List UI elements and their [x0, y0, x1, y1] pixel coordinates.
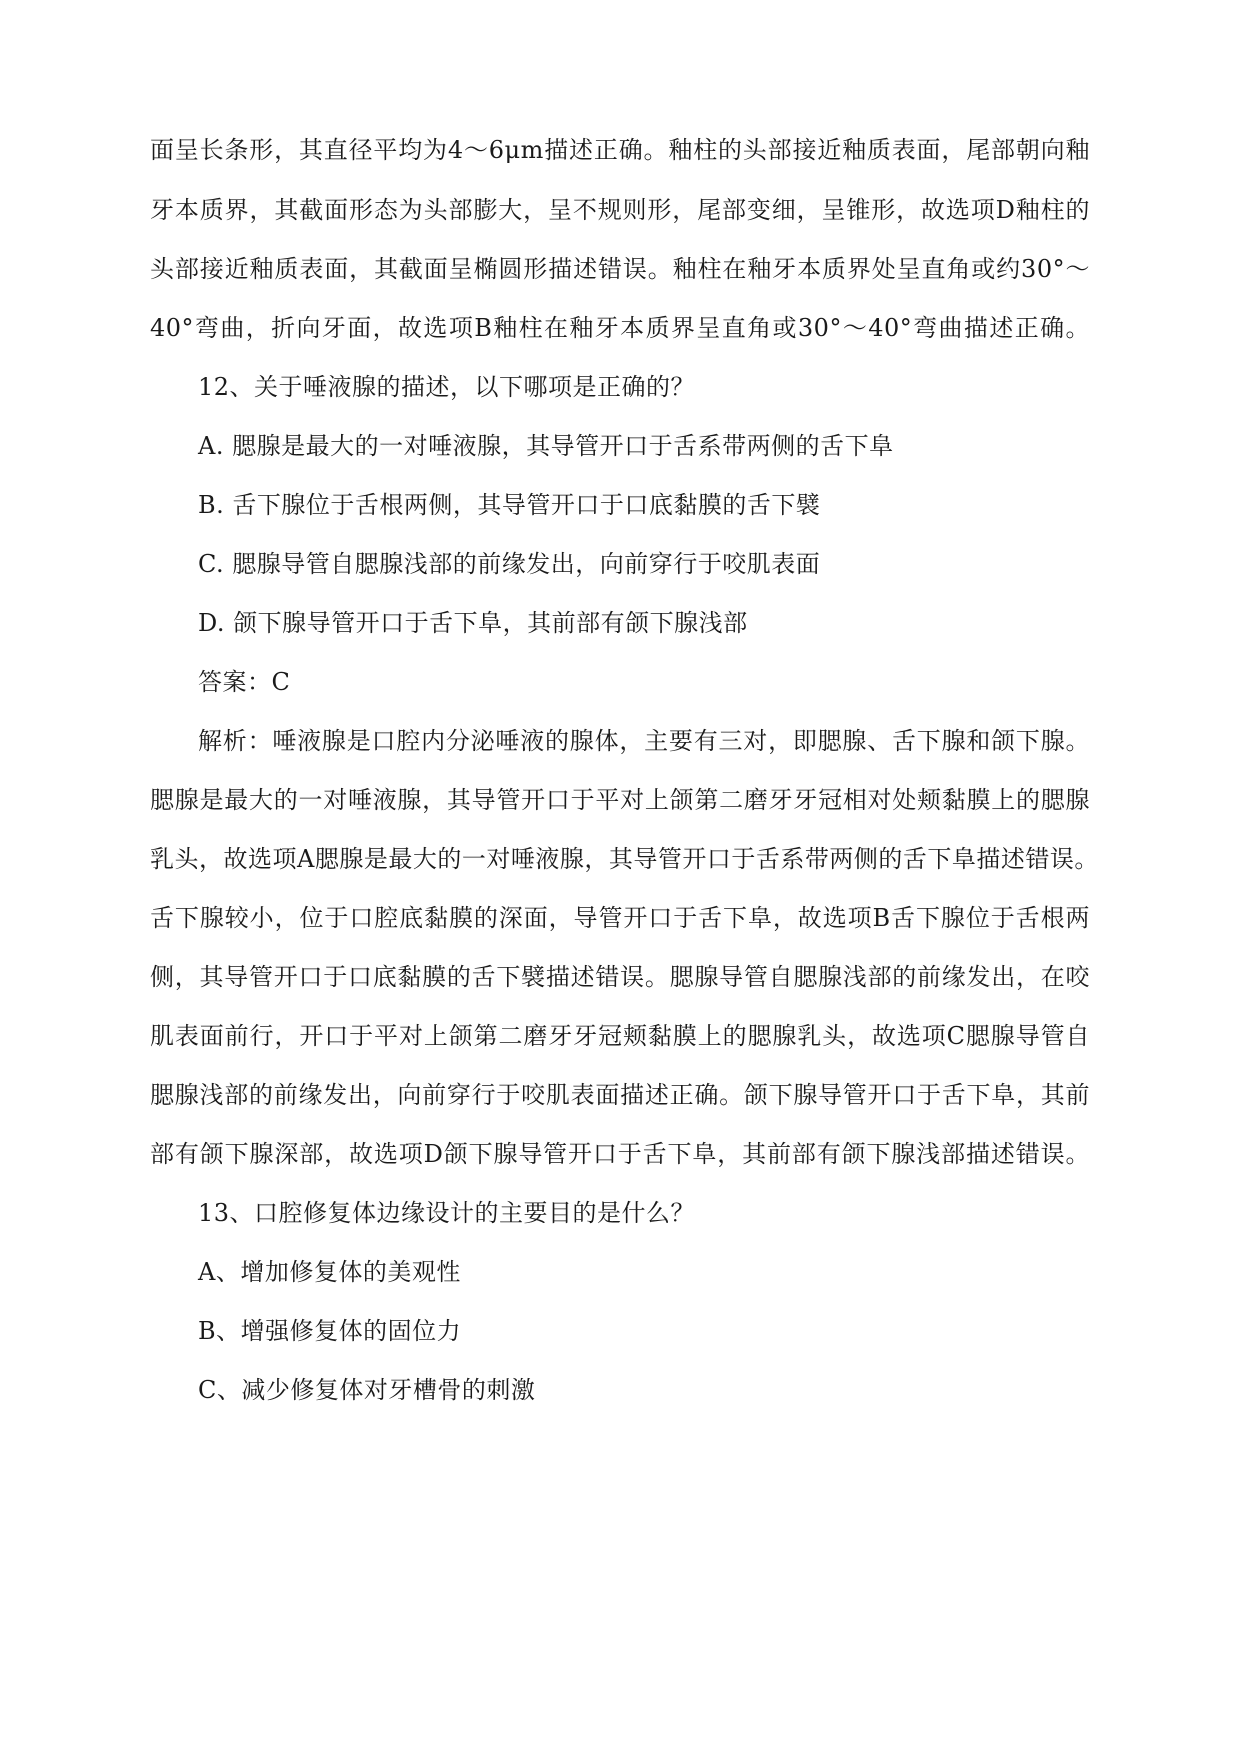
- answer: 答案：C: [198, 668, 291, 696]
- question-13: 13、口腔修复体边缘设计的主要目的是什么？: [198, 1199, 696, 1227]
- analysis-line: 舌下腺较小，位于口腔底黏膜的深面，导管开口于舌下阜，故选项B舌下腺位于舌根两: [150, 904, 1090, 932]
- analysis-line: 腮腺是最大的一对唾液腺，其导管开口于平对上颌第二磨牙牙冠相对处颊黏膜上的腮腺: [150, 786, 1090, 814]
- analysis-line: 部有颌下腺深部，故选项D颌下腺导管开口于舌下阜，其前部有颌下腺浅部描述错误。: [150, 1140, 1090, 1168]
- option-c: C. 腮腺导管自腮腺浅部的前缘发出，向前穿行于咬肌表面: [198, 550, 821, 578]
- analysis-line: 侧，其导管开口于口底黏膜的舌下襞描述错误。腮腺导管自腮腺浅部的前缘发出，在咬: [150, 963, 1090, 991]
- analysis-line: 腮腺浅部的前缘发出，向前穿行于咬肌表面描述正确。颌下腺导管开口于舌下阜，其前: [150, 1081, 1090, 1109]
- option-b: B. 舌下腺位于舌根两侧，其导管开口于口底黏膜的舌下襞: [198, 491, 821, 519]
- option-c: C、减少修复体对牙槽骨的刺激: [198, 1376, 536, 1404]
- analysis-line: 头部接近釉质表面，其截面呈椭圆形描述错误。釉柱在釉牙本质界处呈直角或约30°～: [150, 255, 1090, 283]
- question-12: 12、关于唾液腺的描述，以下哪项是正确的？: [198, 373, 696, 401]
- option-a: A. 腮腺是最大的一对唾液腺，其导管开口于舌系带两侧的舌下阜: [198, 432, 894, 460]
- option-d: D. 颌下腺导管开口于舌下阜，其前部有颌下腺浅部: [198, 609, 748, 637]
- analysis-line: 解析：唾液腺是口腔内分泌唾液的腺体，主要有三对，即腮腺、舌下腺和颌下腺。: [198, 727, 1090, 755]
- option-a: A、增加修复体的美观性: [198, 1258, 461, 1286]
- analysis-line: 乳头，故选项A腮腺是最大的一对唾液腺，其导管开口于舌系带两侧的舌下阜描述错误。: [150, 845, 1099, 873]
- analysis-line: 40°弯曲，折向牙面，故选项B釉柱在釉牙本质界呈直角或30°～40°弯曲描述正确。: [150, 314, 1090, 342]
- analysis-line: 面呈长条形，其直径平均为4～6μm描述正确。釉柱的头部接近釉质表面，尾部朝向釉: [150, 136, 1090, 164]
- analysis-line: 牙本质界，其截面形态为头部膨大，呈不规则形，尾部变细，呈锥形，故选项D釉柱的: [150, 196, 1090, 224]
- analysis-line: 肌表面前行，开口于平对上颌第二磨牙牙冠颊黏膜上的腮腺乳头，故选项C腮腺导管自: [150, 1022, 1090, 1050]
- option-b: B、增强修复体的固位力: [198, 1317, 462, 1345]
